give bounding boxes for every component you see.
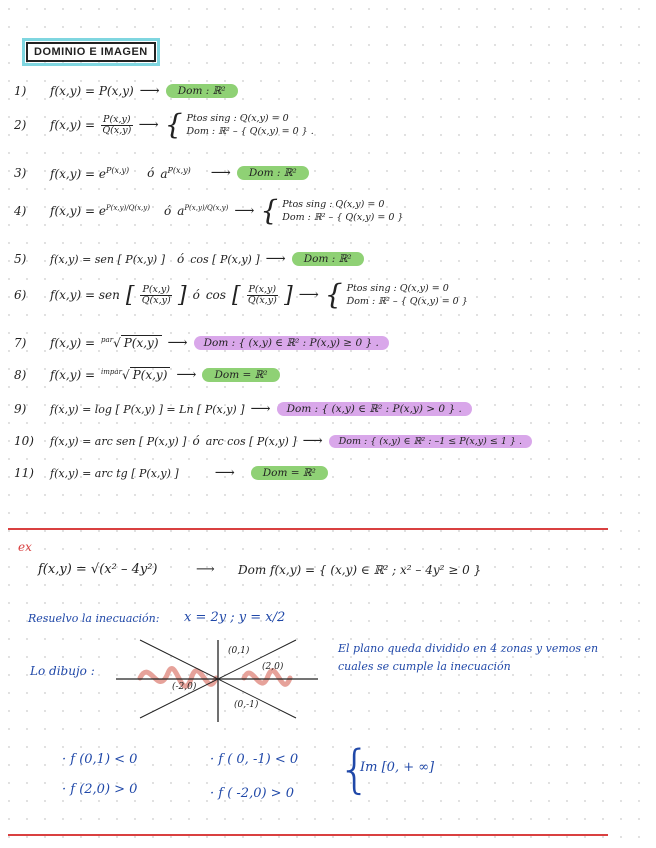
rule-function: f(x,y) = log [ P(x,y) ] = Ln [ P(x,y) ]: [50, 402, 245, 416]
example-label: ex: [18, 540, 32, 554]
rule-function: $f(x,y) = e^{P(x,y)}$: [50, 165, 130, 181]
exponent: P(x,y): [105, 165, 130, 175]
arrow-icon: ⟶: [265, 251, 286, 267]
brace-icon: {: [164, 108, 183, 141]
rule-function: f(x,y) =: [50, 336, 96, 350]
alt-function: cos: [205, 288, 226, 302]
denominator: Q(x,y): [102, 124, 132, 136]
exponent: P(x,y): [167, 165, 191, 175]
rule-row-7: [14, 330, 389, 356]
rule-row-5: [14, 246, 364, 272]
rule-function: f(x,y) =: [50, 368, 96, 382]
rule-function: $f(x,y) = e^{P(x,y)/Q(x,y)}$: [50, 204, 150, 218]
section-divider: [8, 834, 608, 836]
example-domain: Dom f(x,y) = { (x,y) ∈ ℝ² ; x² – 4y² ≥ 0 }: [238, 563, 482, 577]
singular-points: Ptos sing : Q(x,y) = 0: [186, 113, 289, 124]
arrow-icon: ⟶: [196, 562, 215, 577]
denominator: Q(x,y): [247, 294, 277, 306]
domain-badge: Dom : { (x,y) ∈ ℝ² : P(x,y) ≥ 0 } .: [194, 336, 389, 350]
domain-badge: Dom : ℝ²: [166, 84, 238, 98]
rule-function: f(x,y) = sen: [50, 288, 120, 302]
or-text: ó: [192, 434, 200, 448]
brace-icon: {: [324, 278, 343, 311]
rule-number: 4): [14, 204, 27, 218]
numerator: P(x,y): [103, 113, 131, 125]
section-divider: [8, 528, 608, 530]
rule-row-9: [14, 396, 472, 422]
shaded-region-right: [244, 671, 290, 685]
alt-function: cos [ P(x,y) ]: [190, 252, 260, 266]
domain-badge: Dom : ℝ²: [292, 252, 364, 266]
evaluation-4: · f ( -2,0) > 0: [210, 786, 294, 801]
domain-text: Dom : ℝ² – { Q(x,y) = 0 } .: [186, 126, 314, 137]
or-text: ó: [147, 166, 155, 180]
arrow-icon: ⟶: [250, 401, 271, 417]
brace-icon: {: [338, 740, 372, 800]
alt-function: arc cos [ P(x,y) ]: [205, 434, 297, 448]
solve-equation: x = 2y ; y = x/2: [184, 610, 286, 625]
rule-row-2: [14, 108, 314, 141]
rule-number: 2): [14, 118, 27, 132]
exponent: P(x,y)/Q(x,y): [105, 204, 150, 212]
domain-badge: Dom = ℝ²: [202, 368, 279, 382]
solve-label: Resuelvo la inecuación:: [28, 612, 160, 625]
domain-text: Dom : ℝ² – { Q(x,y) = 0 }: [346, 296, 468, 307]
condition-block: [164, 108, 314, 141]
arrow-icon: ⟶: [234, 203, 255, 219]
rule-number: 9): [14, 402, 27, 416]
arrow-icon: ⟶: [214, 465, 235, 481]
singular-points: Ptos sing : Q(x,y) = 0: [346, 283, 449, 294]
rule-function: f(x,y) =: [50, 118, 96, 132]
rule-row-6: 6) f(x,y) = sen [ $\frac{P(x,y)}{Q(x,y)}$ ] ó cos [ $\frac{P(x,y)}{Q(x,y)}$ ] ⟶ { Ptos sing : Q(x,y) = 0 Dom : ℝ² – { Q(x,y) = 0 }: [14, 278, 468, 311]
image-result: Im [0, + ∞]: [360, 760, 435, 775]
or-text: ó: [192, 288, 200, 302]
point-label: (-2,0): [172, 682, 197, 692]
rule-row-10: [14, 428, 532, 454]
condition-block: [324, 278, 468, 311]
condition-block: [260, 194, 404, 227]
point-label: (0,1): [228, 646, 250, 656]
arrow-icon: ⟶: [302, 433, 323, 449]
numerator: P(x,y): [142, 283, 170, 295]
rule-number: 7): [14, 336, 27, 350]
evaluation-1: · f (0,1) < 0: [62, 752, 138, 767]
or-text: ó: [163, 204, 172, 218]
rule-number: 6): [14, 288, 27, 302]
rule-row-3: [14, 160, 309, 186]
domain-badge: Dom : { (x,y) ∈ ℝ² : P(x,y) > 0 } .: [277, 402, 472, 416]
radical: $^{impar}$√ P(x,y): [101, 368, 170, 382]
evaluation-3: · f ( 0, -1) < 0: [210, 752, 299, 767]
fraction: [101, 115, 133, 136]
rule-function: f(x,y) = arc sen [ P(x,y) ]: [50, 434, 187, 448]
rule-function: f(x,y) = P(x,y): [50, 84, 134, 98]
rule-number: 11): [14, 466, 34, 480]
fraction: [140, 285, 172, 306]
explanation-note: El plano queda dividido en 4 zonas y vemos en cuales se cumple la inecuación: [338, 642, 599, 673]
arrow-icon: ⟶: [167, 335, 188, 351]
domain-text: Dom : ℝ² – { Q(x,y) = 0 }: [282, 212, 404, 223]
rule-number: 10): [14, 434, 34, 448]
exponent: P(x,y)/Q(x,y): [184, 204, 229, 212]
evaluation-2: · f (2,0) > 0: [62, 782, 138, 797]
arrow-icon: ⟶: [298, 287, 319, 303]
or-text: ó: [177, 252, 185, 266]
domain-badge: Dom = ℝ²: [251, 466, 328, 480]
domain-badge: Dom : ℝ²: [237, 166, 309, 180]
point-label: (0,-1): [234, 700, 259, 710]
rule-number: 3): [14, 166, 27, 180]
domain-badge: Dom : { (x,y) ∈ ℝ² : –1 ≤ P(x,y) ≤ 1 } .: [329, 435, 532, 448]
page-title: DOMINIO E IMAGEN: [26, 42, 156, 62]
rule-number: 5): [14, 252, 27, 266]
example-function: f(x,y) = √(x² – 4y²): [38, 562, 158, 577]
brace-icon: {: [260, 194, 279, 227]
rule-number: 8): [14, 368, 27, 382]
alt-function: $a^{P(x,y)/Q(x,y)}$: [177, 204, 229, 218]
draw-label: Lo dibujo :: [30, 664, 95, 678]
fraction: [247, 285, 279, 306]
rule-row-11: [14, 460, 328, 486]
point-label: (2,0): [262, 662, 284, 672]
arrow-icon: ⟶: [210, 165, 231, 181]
rule-number: 1): [14, 84, 27, 98]
arrow-icon: ⟶: [176, 367, 197, 383]
numerator: P(x,y): [248, 283, 277, 295]
rule-function: f(x,y) = sen [ P(x,y) ]: [50, 252, 165, 266]
arrow-icon: ⟶: [138, 117, 159, 133]
radical: $^{par}$√ P(x,y): [101, 336, 161, 350]
arrow-icon: ⟶: [139, 83, 160, 99]
denominator: Q(x,y): [141, 294, 171, 306]
singular-points: Ptos sing : Q(x,y) = 0: [282, 199, 385, 210]
rule-row-4: [14, 194, 404, 227]
rule-function: f(x,y) = arc tg [ P(x,y) ]: [50, 466, 179, 480]
rule-row-1: [14, 78, 238, 104]
rule-row-8: [14, 362, 280, 388]
region-sketch: [112, 638, 322, 724]
alt-function: $a^{P(x,y)}$: [160, 165, 191, 181]
